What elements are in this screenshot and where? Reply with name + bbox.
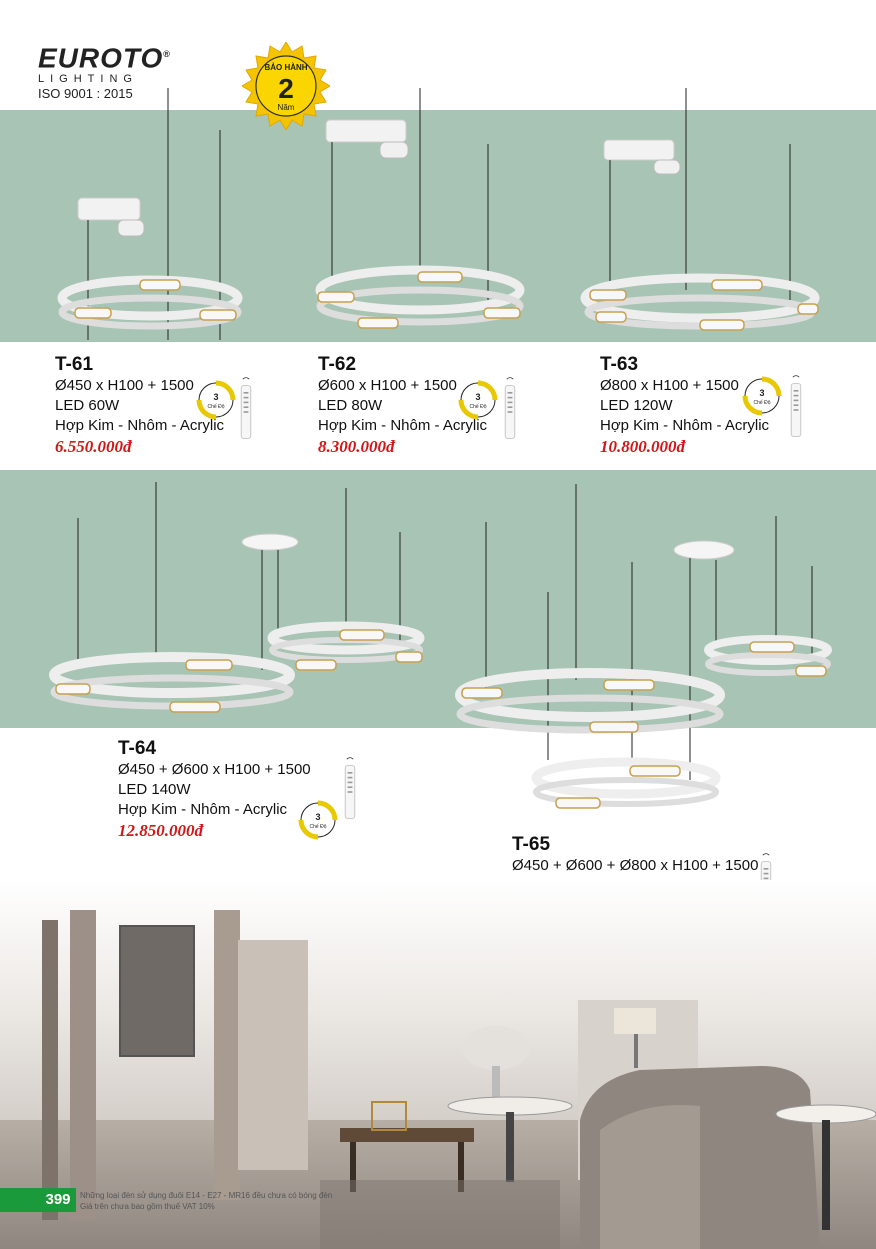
- top-lamps-illustration: [0, 80, 876, 340]
- three-modes-icon: [298, 800, 338, 840]
- modes-number: 3: [315, 812, 321, 822]
- lamp-t64-image: [54, 482, 422, 712]
- brand-iso: ISO 9001 : 2015: [38, 86, 133, 102]
- product-price: 8.300.000đ: [318, 437, 395, 456]
- warranty-bottom-text: Năm: [277, 103, 295, 112]
- modes-text: Chế Độ: [753, 400, 771, 406]
- product-power: LED 140W: [118, 781, 191, 798]
- product-size: Ø800 x H100 + 1500: [600, 377, 739, 394]
- product-size: Ø450 + Ø600 x H100 + 1500: [118, 761, 311, 778]
- product-price: 6.550.000đ: [55, 437, 132, 456]
- product-size: Ø450 + Ø600 + Ø800 x H100 + 1500: [512, 857, 759, 874]
- product-power: LED 80W: [318, 397, 383, 414]
- product-model: T-61: [55, 354, 94, 375]
- modes-text: Chế Độ: [309, 824, 327, 830]
- lamp-t62-image: [318, 88, 520, 328]
- modes-number: 3: [213, 392, 219, 402]
- product-price: 12.850.000đ: [118, 821, 203, 840]
- page-number: 399: [40, 1188, 76, 1212]
- remote-control-icon: [340, 756, 360, 820]
- product-power: LED 120W: [600, 397, 673, 414]
- product-material: Hợp Kim - Nhôm - Acrylic: [318, 417, 488, 434]
- three-modes-icon: [742, 376, 782, 416]
- product-material: Hợp Kim - Nhôm - Acrylic: [600, 417, 770, 434]
- remote-control-icon: [236, 376, 256, 440]
- warranty-top-text: BẢO HÀNH: [264, 63, 308, 72]
- three-modes-icon: [196, 380, 236, 420]
- product-price: 10.800.000đ: [600, 437, 685, 456]
- three-modes-icon: [458, 380, 498, 420]
- product-power: LED 60W: [55, 397, 120, 414]
- remote-control-icon: [786, 374, 806, 438]
- product-model: T-63: [600, 354, 639, 375]
- warranty-number: 2: [278, 73, 294, 104]
- product-size: Ø450 x H100 + 1500: [55, 377, 194, 394]
- product-size: Ø600 x H100 + 1500: [318, 377, 457, 394]
- footer-notes: [80, 1190, 332, 1212]
- footer-note-vat: Giá trên chưa bao gồm thuế VAT 10%: [80, 1202, 215, 1211]
- product-material: Hợp Kim - Nhôm - Acrylic: [55, 417, 225, 434]
- lamp-t61-image: [62, 88, 238, 340]
- modes-number: 3: [759, 388, 765, 398]
- product-material: Hợp Kim - Nhôm - Acrylic: [118, 801, 288, 818]
- footer-green-bar: [0, 1188, 40, 1212]
- footer-note-bulbs: Những loại đèn sử dụng đuôi E14 - E27 - MR16 đều chưa có bóng đèn: [80, 1191, 333, 1200]
- modes-text: Chế Độ: [207, 404, 225, 410]
- modes-number: 3: [475, 392, 481, 402]
- brand-sub: LIGHTING: [38, 73, 138, 86]
- lamp-t63-image: [585, 88, 818, 330]
- lamp-t65-image: [460, 484, 828, 808]
- product-model: T-62: [318, 354, 357, 375]
- modes-text: Chế Độ: [469, 404, 487, 410]
- product-t64: [118, 738, 311, 842]
- product-model: T-65: [512, 834, 551, 855]
- product-model: T-64: [118, 738, 157, 759]
- brand-name: EUROTO: [38, 42, 164, 74]
- remote-control-icon: [500, 376, 520, 440]
- registered-mark: ®: [163, 49, 171, 59]
